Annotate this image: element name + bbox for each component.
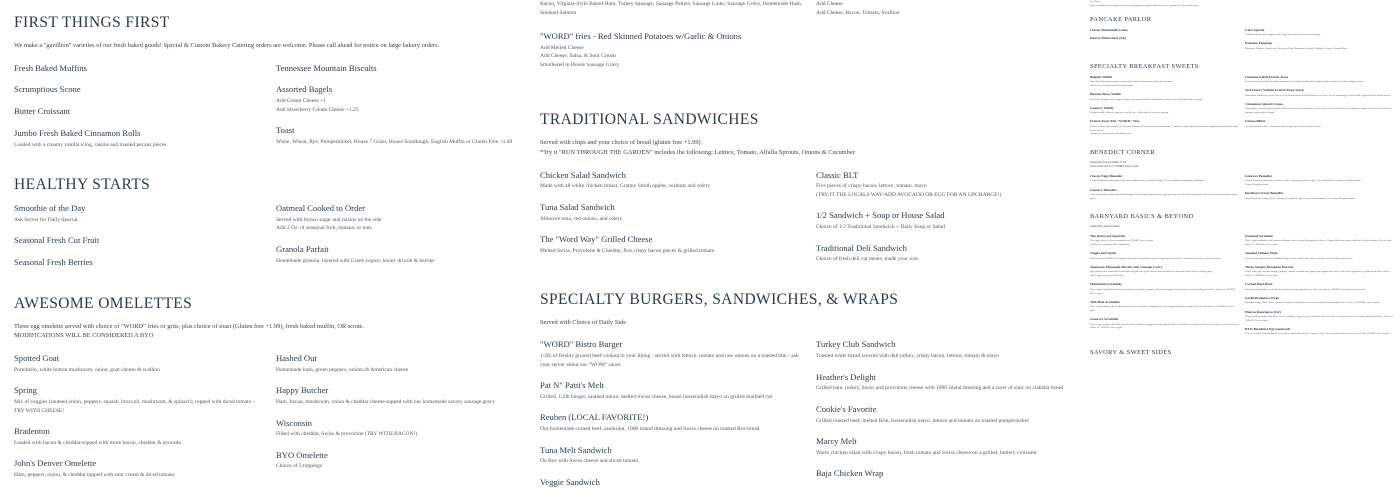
item-desc: Our homemade corned beef, saurkraut, 1000 island dressing and Swiss cheese on toasted Rye bread — [540, 426, 760, 433]
subcolumn-left — [14, 353, 276, 491]
item-name: Manhattan Scramble — [1090, 282, 1122, 287]
item-desc: Homemade granola, layered with Greek yogurt, honey drizzle & berries — [276, 257, 435, 264]
item-desc: Our delicious "WORD" fries topped with sauteed vegetables and two eggs any way you like - plus choice of toast, muffin or scone — [1090, 256, 1221, 260]
item-name: Tennessee Mountain Biscuits — [276, 62, 377, 73]
subcolumn-right — [276, 63, 526, 160]
item-desc: Grilled, 1/2lb burger, sauteed onion, melted Swiss cheese, house horseradish mayo on grilled marbled rye — [540, 393, 773, 400]
item-name: Toast — [276, 125, 295, 136]
subcolumn-left — [14, 203, 276, 279]
item-name: Cake Special — [1245, 27, 1265, 32]
subcolumn-left — [540, 170, 816, 275]
item-name: 1/2 Sandwich + Soup or House Salad — [816, 210, 945, 221]
item-desc: Five pieces of crispy bacon, lettuce, tomato, mayo (TRY IT THE LOCALS WAY-ADD AVOCADO OR EGG FOR AN UPCHARGE!) — [816, 183, 1002, 198]
item-desc: Dusted with powdered sugar, served with a side of homemade orange pecan butter Add berries, banana, and fresh whip cream — [1090, 80, 1173, 87]
item-desc: Three egg scramble filled with ham, turkey, bacon, onion, asparagus & Swiss topped with diced tomato. Served with choice of "WORD" fries or grits — [1090, 305, 1235, 312]
item-desc: Crispy tortillas topped with black beans, cheddar, 2 eggs any style, blended with our salsa verde, queso fresco, red onion & diced tomato - choice of "WORD" fries or grits — [1245, 315, 1394, 322]
menu-item — [540, 412, 804, 433]
section-title: SAVORY & SWEET SIDES — [1090, 348, 1172, 356]
subcolumn-right — [1245, 174, 1394, 205]
subcolumn-right — [1245, 234, 1394, 341]
item-name: Reuben (LOCAL FAVORITE!) — [540, 412, 649, 423]
section-intro: Gluten Free Toast available — [1090, 224, 1120, 228]
subcolumn-left — [1090, 0, 1245, 8]
item-name: Three Amigos Breakfast Burrito — [1245, 265, 1294, 270]
item-name: Assorted Bagels — [276, 84, 333, 95]
item-desc: Belgian waffle with two eggs any you like too, with a side of bacon or sausage — [1090, 111, 1169, 115]
menu-item — [1245, 75, 1394, 84]
item-desc: Choice of house Sourdough or Grain bread dipped in our vanilla cinnamon batter, 2 grilled to a french toast perfection, topped with powdered sugar & strawberry Add berries, banana, & fresh whip cream — [1090, 124, 1238, 136]
item-name: Happy Butcher — [276, 385, 329, 396]
item-desc: Grilled homemade buttermilk biscuit topped with sausage patty and two eggs any way you like, then smothered with our savory homemade sausage gravy — [1090, 192, 1239, 200]
item-desc: Filled with eggs, chorizo sausage, peppers, onions, cheddar and pepper jack topped with salsa, sour cream, guacamole, jalapenos & black olives - choice of "WORD" fries or grits — [1245, 270, 1391, 278]
menu-item — [540, 202, 804, 223]
item-name: Classic Buttermilk Cakes — [1090, 27, 1128, 32]
menu-item — [1090, 36, 1239, 40]
item-name: Seasonal Fresh Berries — [14, 257, 93, 268]
section-title: SPECIALTY BURGERS, SANDWICHES, & WRAPS — [540, 290, 899, 308]
item-name: Heather's Delight — [816, 371, 877, 382]
item-name: BYO Breakfast Egg Sandwich — [1245, 327, 1291, 332]
subcolumn-left — [14, 63, 276, 160]
menu-item — [540, 170, 804, 191]
top-note-text: Try Them Spicy chorizo, sauteed peppers, onions, & pepperjack, topped with sour cream, guacamole, & our salsa roja — [1090, 0, 1198, 7]
section-sides-continued — [540, 0, 1080, 69]
menu-item — [1090, 188, 1239, 201]
item-name: Smoothie of the Day — [14, 203, 86, 214]
section-intro: We make a "gazillion" varieties of our fresh baked goods! Special & Custom Bakery Catering orders are welcome. Please call ahead for notice on large bakery orders. — [14, 42, 440, 49]
menu-item — [276, 125, 526, 146]
item-name: Huevos Rancheros (GF) — [1245, 309, 1281, 314]
item-name: Classic BLT — [816, 169, 859, 180]
subcolumn-right — [1245, 0, 1394, 8]
menu-item — [816, 468, 1080, 479]
menu-item — [1090, 92, 1239, 101]
item-desc: Mix of veggies (sauteed onion, peppers, squash, broccoli, mushroom, & spinach), topped with diced tomato - TRY WITH CHEESE! — [14, 398, 255, 414]
section-top-note — [1090, 0, 1394, 8]
item-name: Banana Brew Waffle — [1090, 92, 1121, 97]
menu-item — [540, 477, 804, 488]
item-desc: Add Melted Cheese Add Cheese, Salsa, & Sour Cream Smothered in House Sausage Gravy — [540, 44, 620, 68]
item-desc: Choice of Toast, English muffin, croissant or buttermilk biscuit, 2 egg any style, cheese, and breakfast meat. Served with "WORD" fries or grits — [1245, 332, 1389, 336]
menu-item — [276, 450, 526, 471]
menu-item — [14, 106, 264, 117]
menu-item — [1245, 265, 1394, 278]
menu-item — [14, 257, 264, 268]
item-desc: Our house Belgian waffle topped with fresh bananas walnuts, homemade cream cheese icing, & powdered sugar — [1090, 97, 1203, 101]
menu-item — [540, 339, 804, 369]
menu-item — [276, 385, 526, 406]
menu-item — [1245, 327, 1394, 336]
menu-item — [276, 203, 526, 233]
section-title: SPECIALTY BREAKFAST SWEETS — [1090, 62, 1199, 70]
section-title: HEALTHY STARTS — [14, 176, 151, 194]
item-desc: Our jumbo house buttermilk biscuit split & grilled to golden brown and smothered in our homemade savory sausage gravy Add 2 eggs any way you like too — [1090, 270, 1213, 278]
menu-item — [1245, 251, 1394, 260]
item-name: Pancake Toppings — [1245, 41, 1273, 46]
menu-item — [816, 339, 1080, 360]
item-name: Country Benedict — [1090, 187, 1117, 192]
item-name: Smoked Salmon Plate — [1245, 251, 1278, 256]
item-desc: Made with all white chicken breast, Granny Smith apples, walnuts and celery — [540, 183, 711, 190]
item-name: Veggie and Spuds — [1090, 251, 1117, 256]
item-desc: Choice of 1/2 Traditional Sandwich + Daily Soup or Salad — [816, 224, 945, 231]
menu-item — [14, 385, 264, 415]
item-name: Spotted Goat — [14, 353, 60, 363]
section-benedict-corner — [1090, 149, 1394, 205]
subcolumn-right — [816, 339, 1080, 498]
subcolumn-right — [816, 170, 1080, 275]
item-desc: Grilled roasted beef, melted Brie, horseradish mayo, lettuce and tomato on toasted pumpernickel — [816, 417, 1029, 424]
menu-item — [14, 63, 264, 74]
item-name: The "Word Way" Grilled Cheese — [540, 234, 653, 245]
item-name: Greek Breakfast Wrap — [1245, 296, 1280, 301]
item-name: Country Waffle — [1090, 105, 1114, 110]
item-desc: Portobello, white button mushroom, onion, goat cheese & scallion — [14, 366, 160, 373]
section-intro: Served with Choice of Daily Side — [540, 318, 627, 326]
section-healthy-starts — [14, 176, 526, 279]
section-barnyard-basics — [1090, 213, 1394, 341]
menu-item — [816, 372, 1080, 393]
menu-item — [276, 84, 526, 114]
item-name: Tennessee Mountain Biscuit with Sausage Gravy — [1090, 265, 1163, 270]
item-name: "WORD" Bistro Burger — [540, 339, 623, 350]
menu-item — [1245, 191, 1394, 200]
item-desc: Blueberry, Banana, Strawberry, Chocolate Chip, Homemade Granola, Walnuts, Pecans, Almond Slices — [1245, 46, 1348, 50]
item-desc: Three eggs scrambled with hardwood shrimp, bacon, onion & pepperjack cheese. Topped with sour cream, scallions, & diced tomato. Served with choice of "WORD" fries or grits — [1245, 239, 1392, 247]
item-name: Tuna Salad Sandwich — [540, 201, 615, 212]
subcolumn-right — [276, 353, 526, 491]
item-name: "WORD" fries - Red Skinned Potatoes w/Garlic & Onions — [540, 31, 742, 42]
subcolumn-left — [1090, 234, 1245, 341]
item-name: John's Denver Omelette — [14, 458, 97, 469]
menu-item — [1090, 75, 1239, 88]
section-title: FIRST THINGS FIRST — [14, 14, 170, 31]
section-title: BENEDICT CORNER — [1090, 148, 1155, 156]
menu-item — [14, 128, 264, 149]
menu-item — [1245, 296, 1394, 305]
item-name: Cookie's Favorite — [816, 403, 877, 414]
item-name: Gateway Benedict — [1245, 173, 1273, 178]
menu-item — [816, 404, 1080, 425]
item-name: Spring — [14, 385, 37, 396]
item-name: Oatmeal Scramble — [1245, 234, 1273, 239]
section-title: BARNYARD BASICS & BEYOND — [1090, 212, 1194, 220]
item-desc: Toasted English muffin topped with shaved grilled ham, 2 poached eggs** & our signature homemade hollandaise — [1090, 179, 1205, 183]
item-desc: Choice of 3 toppings — [276, 463, 322, 470]
item-desc: Grilled ham, turkey, Swiss and provolone cheese with 1000 island dressing and a layer of slaw on ciabatta bread — [816, 385, 1064, 392]
sides-addons-list: Add Cheese Add Cheese, Bacon, Tomato, Scallion — [816, 1, 900, 16]
item-desc: Ask Server for Daily Special — [14, 216, 78, 223]
section-awesome-omelettes — [14, 295, 526, 491]
subcolumn-left — [540, 0, 816, 17]
menu-item — [1245, 88, 1394, 97]
item-desc: Filled with cheddar, Swiss & provolone (TRY WITH BACON!) — [276, 431, 418, 438]
menu-item — [276, 418, 526, 439]
item-name: Pat N" Patti's Melt — [540, 380, 605, 391]
item-name: Oatmeal Cooked to Order — [276, 203, 366, 214]
item-name: Chicken Salad Sandwich — [540, 169, 626, 180]
menu-column-left — [0, 0, 540, 500]
menu-item — [1090, 106, 1239, 115]
item-name: Seasonal Fresh Cut Fruit — [14, 235, 100, 246]
menu-item — [816, 210, 1080, 231]
menu-column-middle — [540, 0, 1090, 500]
item-name: Bradenton — [14, 426, 50, 437]
spacer — [540, 85, 1080, 111]
item-desc: Homemade hash, green peppers, onions & American cheese — [276, 366, 409, 373]
item-name: Belgian Waffle — [1090, 74, 1113, 79]
menu-item — [1245, 41, 1394, 50]
menu-item — [816, 170, 1080, 200]
menu-item — [540, 380, 804, 401]
item-name: Scrumptious Scone — [14, 84, 81, 95]
menu-item — [14, 426, 264, 447]
section-specialty-burgers — [540, 291, 1080, 499]
menu-item — [1090, 119, 1239, 136]
item-desc: Two eggs, choice of toast or muffin and "WORD" fries or grits Add bacon or sausage side or ham patty — [1090, 239, 1153, 247]
item-desc: Served with lettuce, tomato, hardboiled egg, onions, capers plus choice of bagel or toast, with cream cheese — [1245, 256, 1353, 260]
menu-item-word-fries — [540, 31, 1080, 69]
item-desc: Served with fresh fruit, homemade zesty orange sauce, plus waffles or toast — [1245, 124, 1321, 128]
item-name: French Toast The "WORD" Way — [1090, 119, 1140, 124]
menu-item — [14, 235, 264, 246]
item-desc: Three eggs scrambled with house corned beef, potatoes, peppers, and onions topped with tomato, sour cream & green onion - choice of "WORD" fries or grits — [1090, 287, 1236, 295]
menu-item — [540, 445, 804, 466]
menu-item — [1245, 28, 1394, 37]
item-desc: Grilled salmon, tomato slices, fresh avocado, asparagus, poached eggs** & hollandaise on a toasted English muffin Toasted English muffin — [1245, 179, 1361, 186]
menu-item — [1090, 251, 1239, 260]
item-name: Baja Chicken Wrap — [816, 468, 884, 479]
menu-item — [1245, 282, 1394, 291]
menu-item — [816, 436, 1080, 457]
subcolumn-right — [1245, 75, 1394, 141]
menu-item — [1245, 119, 1394, 128]
item-desc: Our homemade hash served with sliced tomatoes and eggs how you like 'em - plus or "WORD" fries and choice of toast — [1245, 287, 1366, 291]
item-desc: Scrambled eggs, black olives, spinach, tomatoes, onions and feta cheese drizzled with tzatziki sauce. Choice of "WORD" fries or grits — [1245, 301, 1380, 305]
item-desc: Homemade cinnamon spiced crepes filled with our house strawberry cream cheese, fresh strawberries, & bananas - topped with more strawberries, bananas, and powdered sugar — [1245, 107, 1392, 115]
item-desc: Loaded with a creamy vanilla icing, raisins and toasted pecans pieces — [14, 141, 167, 148]
item-desc: Choice of fresh deli cut meats, made your way. — [816, 256, 920, 263]
item-desc: 2 Buttermilk pancakes topped with 2 eggs and a choice of bacon or sausage — [1245, 32, 1321, 36]
menu-column-right — [1090, 0, 1400, 500]
sides-meat-list: Bacon, Virginia-Style Baked Ham, Turkey Sausage, Sausage Patties, Sausage Links, Sausage Gravy, Homemade Hash, Smoked Salmon — [540, 1, 803, 16]
section-pancake-parlor — [1090, 16, 1394, 55]
menu-item — [1090, 174, 1239, 183]
menu-item — [1090, 234, 1239, 247]
item-desc: White, Wheat, Rye, Pumpernickel, House 7 Grain, House Sourdough, English Muffin or Gluten Free +1.49 — [276, 138, 513, 145]
section-title: AWESOME OMELETTES — [14, 294, 193, 312]
menu-item — [1090, 282, 1239, 295]
item-name: Granola Parfait — [276, 243, 329, 254]
item-desc: Toasted white bread layered with deli turkey, crispy bacon, lettuce, tomato & mayo — [816, 353, 999, 360]
item-desc: On Rye with Swiss cheese and sliced tomato — [540, 458, 639, 465]
item-desc: Served with brown sugar and raisins on the side Add 2 Oz. of seasonal fruit, banana, or nuts — [276, 216, 382, 232]
menu-item — [276, 353, 526, 374]
menu-item — [14, 458, 264, 479]
section-intro: Three egg omeletts served with choice of "WORD" fries or grits, plus choice of toast (Gluten free +1.99), fresh baked muffin, OR scone. MODIFICATIONS WILL BE CONSIDERED A BYO — [14, 322, 364, 340]
item-name: Jumbo Fresh Baked Cinnamon Rolls — [14, 127, 141, 138]
item-name: Marcy Melt — [816, 436, 857, 447]
item-desc: Loaded with bacon & cheddar-topped with more bacon, cheddar & avocado — [14, 439, 182, 446]
item-name: Cinnamon Spiced Crepes — [1245, 102, 1283, 106]
item-desc: Homemade strawberry cream cheese & fresh strawberries filled between two slices of our Sourdough French Toast - topped with seasonal berries — [1245, 93, 1391, 97]
item-name: Turkey Club Sandwich — [816, 339, 896, 350]
item-name: The Barnyard Specialty — [1090, 234, 1126, 239]
item-name: Tuna Melt Sandwich — [540, 444, 612, 455]
item-name: Hearty Buckwheat (GF) — [1090, 36, 1127, 41]
menu-item — [1090, 265, 1239, 278]
item-name: Cinnamon Roll French Toast — [1245, 74, 1289, 79]
section-traditional-sandwiches — [540, 111, 1080, 274]
item-name: Fresh Baked Muffins — [14, 62, 87, 73]
subcolumn-left — [1090, 174, 1245, 205]
item-name: Hashed Out — [276, 353, 317, 363]
section-intro: Gluten free Toast available +1.99 Served with choice of "WORD" fries or grits — [1090, 160, 1139, 168]
item-desc: Melted Swiss, Provolone & Cheddar, five crispy bacon pieces & grilled tomato — [540, 247, 715, 254]
section-title: PANCAKE PARLOR — [1090, 15, 1152, 23]
item-name: 20th Hole Scramble — [1090, 299, 1120, 304]
subcolumn-right — [816, 0, 1080, 17]
menu-item — [1245, 102, 1394, 115]
menu-item — [276, 244, 526, 265]
menu-item — [1245, 310, 1394, 323]
item-desc: 1/2lb of freshly ground beef cooked to your liking - served with lettuce, tomato and raw onions on a toasted bun - ask your server about our "WOM" sauce — [540, 353, 799, 368]
item-desc: Warm chicken salad with crispy bacon, fresh tomato and Swiss cheese on a grilled, buttery croissant — [816, 449, 1037, 456]
item-name: Dearborn Street Benedict — [1245, 191, 1284, 196]
item-name: Traditional Deli Sandwich — [816, 242, 907, 253]
item-name: Strawberry Stuffed French Toast Stack — [1245, 88, 1304, 93]
section-title: TRADITIONAL SANDWICHES — [540, 111, 759, 129]
menu-item — [276, 63, 526, 74]
menu-item — [540, 234, 804, 255]
section-savory-sweet-sides — [1090, 349, 1394, 356]
subcolumn-left — [1090, 75, 1245, 141]
subcolumn-left — [1090, 28, 1245, 55]
item-name: Wisconsin — [276, 417, 312, 428]
menu-item — [1245, 174, 1394, 187]
menu-item — [1090, 317, 1239, 330]
menu-item — [14, 353, 264, 374]
menu-item — [14, 84, 264, 95]
menu-item — [1090, 28, 1239, 32]
subcolumn-right — [1245, 28, 1394, 55]
subcolumn-left — [540, 339, 816, 498]
item-name: BYO Omelette — [276, 449, 328, 460]
item-name: Santa Fe Scramble — [1090, 317, 1119, 322]
menu-item — [1245, 234, 1394, 247]
item-name: Corned Beef Hash — [1245, 282, 1273, 287]
item-name: Cheese Blintz — [1245, 119, 1266, 124]
item-name: Veggie Sandwich — [540, 476, 600, 487]
item-desc: Three egg scramble filled with chorizo, onion, potatoes, pepperjack and topped with avocado slices, diced tomato, and sour cream. Served with your choice of "WORD" fries or grits — [1090, 322, 1239, 330]
item-desc: Add Cream Cheese +1 Add Strawberry Cream Cheese +1.25 — [276, 98, 359, 113]
menu-item — [1090, 300, 1239, 313]
section-first-things-first — [14, 14, 526, 160]
section-specialty-breakfast-sweets — [1090, 63, 1394, 141]
menu-item — [816, 243, 1080, 264]
menu-item — [14, 203, 264, 224]
item-desc: Ham, peppers, onion, & cheddar topped with sour cream & diced tomato — [14, 472, 175, 478]
item-name: Butter Croissant — [14, 106, 71, 117]
item-desc: Albacore tuna, red onions, and celery — [540, 215, 623, 222]
item-name: Classic Eggs Benedict — [1090, 173, 1123, 178]
subcolumn-right — [276, 203, 526, 279]
item-desc: French toast made with our jumbo cinnamon roll, hand cut and grilled, topped with a drizzle of freshly whipped cream — [1245, 80, 1364, 84]
item-desc: Ham, bacon, mushroom, onion & cheddar cheese-topped with our homemade savory sausage gravy — [276, 398, 496, 405]
item-desc: Sauteed spinach, crispy bacon, melted brie, poached eggs** and fresh hollandaise on a toasted English muffin — [1245, 196, 1356, 200]
section-intro: Served with chips and your choice of bread (gluten free +1.99) *Try it "RUN THROUGH THE GARDEN" includes the following: Lettuce, Tomato, Alfalfa Sprouts, Onions & Cucumber — [540, 139, 855, 156]
